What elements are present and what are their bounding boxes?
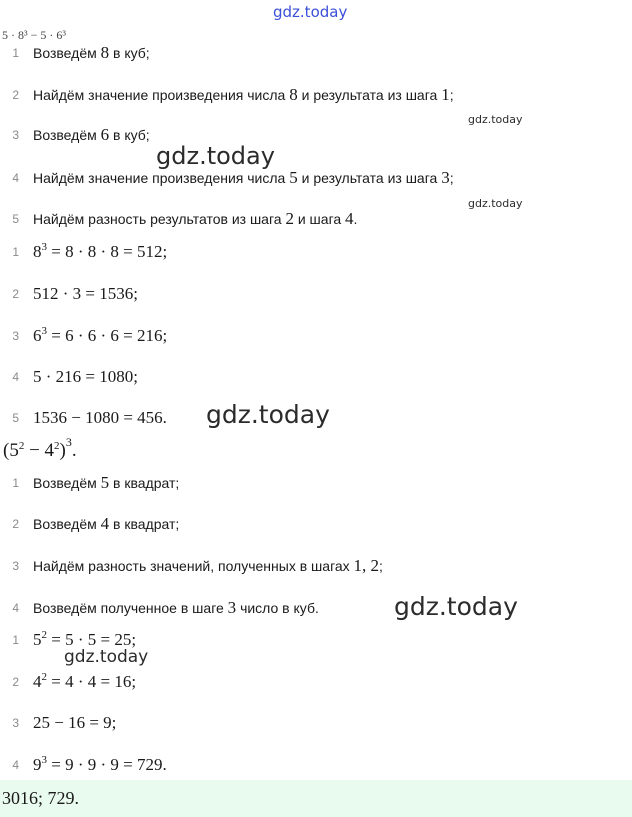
step-number: 5 [12, 411, 19, 425]
watermark-large-1: gdz.today [156, 142, 275, 170]
step-text: Найдём значение произведения числа 8 и результата из шага 1; [33, 85, 454, 104]
step-number: 4 [12, 601, 19, 615]
step-number: 4 [12, 370, 19, 384]
part2-calc-4 [0, 751, 167, 779]
step-text: Возведём 5 в квадрат; [33, 473, 180, 492]
watermark-large-3: gdz.today [394, 592, 518, 621]
calc-expression: $6^3 = 6 \cdot 6 \cdot 6 = 216$; [33, 325, 168, 345]
step-number: 1 [12, 633, 19, 647]
answer-text: 3016; 729. [2, 788, 80, 808]
answer-bar [0, 780, 632, 817]
part1-calc-4 [0, 363, 138, 391]
part1-calc-5 [0, 404, 167, 432]
part2-step-2 [0, 510, 179, 538]
part2-step-4 [0, 594, 319, 622]
part1-calc-3 [0, 322, 167, 350]
watermark-medium-1: gdz.today [64, 647, 149, 667]
calc-expression: $4^2 = 4 \cdot 4 = 16$; [33, 671, 137, 691]
watermark-small-2: gdz.today [468, 197, 523, 210]
step-number: 3 [12, 559, 19, 573]
step-number: 5 [12, 212, 19, 226]
step-number: 2 [12, 287, 19, 301]
step-text: Найдём значение произведения числа 5 и результата из шага 3; [33, 168, 454, 187]
part1-calc-1 [0, 238, 167, 266]
step-number: 1 [12, 476, 19, 490]
calc-expression: 25 − 16 = 9; [33, 713, 117, 732]
part2-expression: $(5^2 - 4^2)^3$. [3, 435, 77, 461]
watermark-small-1: gdz.today [468, 113, 523, 126]
calc-expression: $9^3 = 9 \cdot 9 \cdot 9 = 729$. [33, 754, 167, 774]
step-text: Возведём 6 в куб; [33, 125, 150, 144]
part1-step-2 [0, 81, 454, 109]
calc-expression: 512 · 3 = 1536; [33, 284, 138, 303]
step-number: 3 [12, 329, 19, 343]
step-number: 3 [12, 128, 19, 142]
calc-expression: 1536 − 1080 = 456. [33, 408, 167, 427]
part1-calc-2 [0, 280, 138, 308]
part1-step-3 [0, 121, 150, 149]
calc-expression: $8^3 = 8 \cdot 8 \cdot 8 = 512$; [33, 241, 168, 261]
part1-step-5 [0, 205, 357, 233]
step-number: 3 [12, 716, 19, 730]
part2-calc-2 [0, 668, 136, 696]
step-number: 2 [12, 517, 19, 531]
step-text: Возведём 8 в куб; [33, 43, 150, 62]
part2-step-1 [0, 469, 179, 497]
step-number: 4 [12, 171, 19, 185]
calc-expression: 5 · 216 = 1080; [33, 367, 138, 386]
calc-expression: $5^2 = 5 \cdot 5 = 25$; [33, 629, 137, 649]
step-number: 1 [12, 46, 19, 60]
step-number: 2 [12, 88, 19, 102]
step-text: Найдём разность значений, полученных в шагах 1, 2; [33, 556, 383, 575]
part1-step-1 [0, 39, 150, 67]
clipped-expression: 5 · 8³ − 5 · 6³ [2, 28, 66, 42]
watermark-large-2: gdz.today [206, 400, 330, 429]
step-number: 2 [12, 675, 19, 689]
step-number: 4 [12, 758, 19, 772]
step-text: Возведём 4 в квадрат; [33, 514, 180, 533]
part2-step-3 [0, 552, 383, 580]
step-text: Возведём полученное в шаге 3 число в куб. [33, 598, 319, 617]
step-number: 1 [12, 245, 19, 259]
step-text: Найдём разность результатов из шага 2 и шага 4. [33, 209, 358, 228]
part2-calc-3 [0, 709, 116, 737]
watermark-top: gdz.today [273, 3, 348, 21]
